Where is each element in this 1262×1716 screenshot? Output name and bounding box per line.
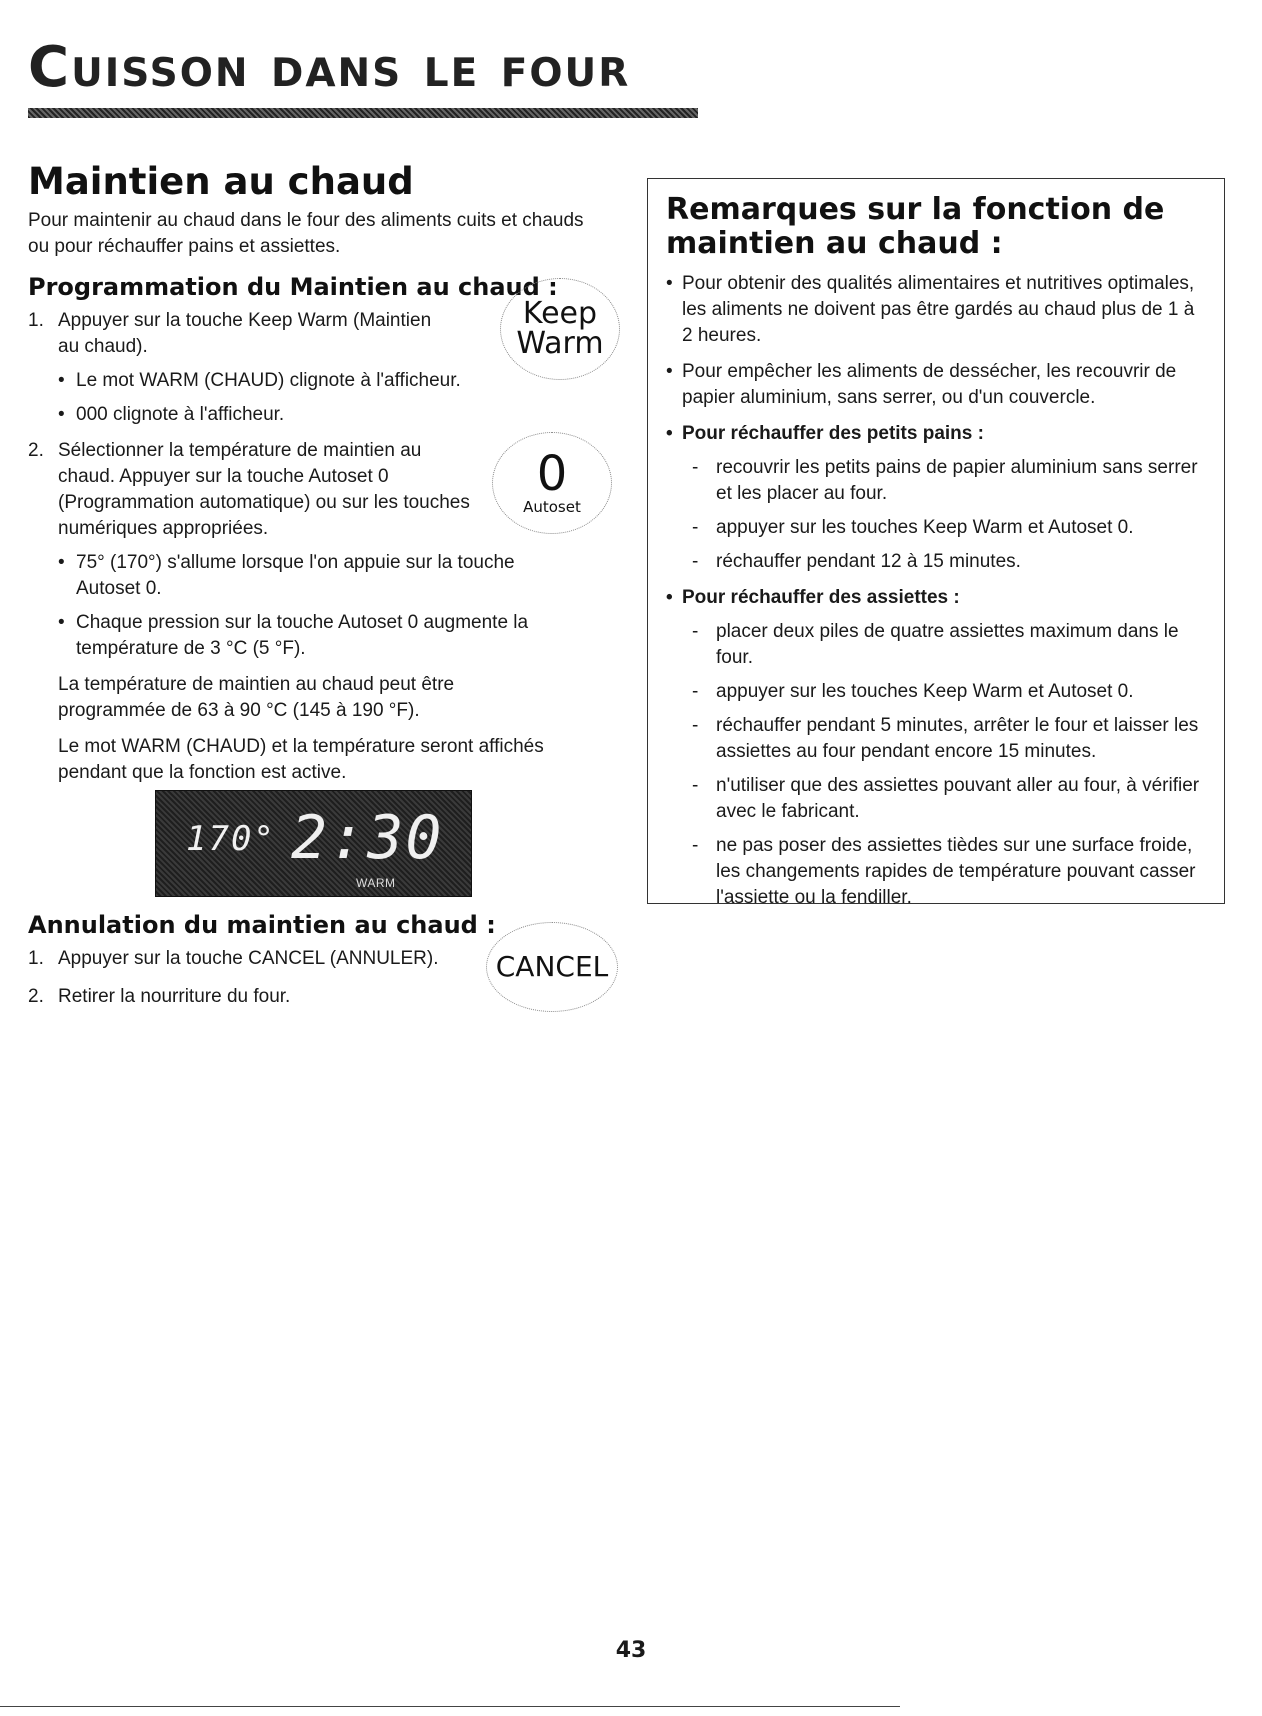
key-label-warm: Warm [516, 326, 604, 361]
notes-box [647, 178, 1225, 908]
display-temperature: 170° [186, 819, 276, 859]
plates-heading: • Pour réchauffer des assiettes : [666, 585, 1206, 611]
cancel-step-1 [28, 946, 508, 972]
notes-title-line-1: Remarques sur la fonction de [666, 192, 1165, 227]
step-1 [28, 308, 438, 360]
display-mode: WARM [356, 876, 396, 890]
rolls-item: - recouvrir les petits pains de papier aluminium sans serrer et les placer au four. [666, 455, 1206, 507]
paragraph: La température de maintien au chaud peut être programmée de 63 à 90 °C (145 à 190 °F). [58, 674, 455, 721]
step-number: 1. [28, 948, 44, 969]
step-number: 2. [28, 986, 44, 1007]
rolls-item: - appuyer sur les touches Keep Warm et Autoset 0. [666, 515, 1206, 541]
plates-item: - placer deux piles de quatre assiettes maximum dans le four. [666, 619, 1206, 671]
plates-item: - appuyer sur les touches Keep Warm et Autoset 0. [666, 679, 1206, 705]
bottom-rule [0, 1706, 900, 1707]
key-label-keep: Keep [522, 296, 598, 331]
page-title: Cuisson dans le four [28, 35, 631, 100]
intro-text: Pour maintenir au chaud dans le four des aliments cuits et chauds ou pour réchauffer pains et assiettes. [28, 210, 584, 257]
cancellation-section [28, 910, 508, 1010]
plates-item: - réchauffer pendant 5 minutes, arrêter le four et laisser les assiettes au four pendant encore 15 minutes. [666, 713, 1206, 765]
list-item: • Chaque pression sur la touche Autoset 0 augmente la température de 3 °C (5 °F). [56, 610, 546, 662]
step-number: 2. [28, 440, 44, 461]
section-title: Maintien au chaud [28, 160, 414, 203]
notes-title [666, 193, 1206, 261]
plates-item: - n'utiliser que des assiettes pouvant aller au four, à vérifier avec le fabricant. [666, 773, 1206, 825]
key-label-autoset: Autoset [523, 498, 581, 516]
oven-display [155, 790, 472, 897]
rolls-heading: • Pour réchauffer des petits pains : [666, 421, 1206, 447]
page-number: 43 [615, 1638, 647, 1663]
step-text: Sélectionner la température de maintien au chaud. Appuyer sur la touche Autoset 0 (Programmation automatique) ou sur les touches numériques appropriées. [58, 440, 470, 539]
paragraph: Le mot WARM (CHAUD) et la température seront affichés pendant que la fonction est active. [58, 736, 544, 783]
list-item: • Le mot WARM (CHAUD) clignote à l'afficheur. [56, 368, 546, 394]
key-label-cancel: CANCEL [495, 950, 609, 983]
display-time: 2:30 [291, 803, 444, 873]
keep-warm-key [500, 278, 620, 380]
title-rule [28, 108, 698, 118]
key-label-zero: 0 [536, 446, 568, 502]
step-number: 1. [28, 310, 44, 331]
plates-item: - ne pas poser des assiettes tièdes sur une surface froide, les changements rapides de température pouvant casser l'assiette ou la fendiller. [666, 833, 1206, 911]
cancel-step-2 [28, 984, 508, 1010]
step-text: Appuyer sur la touche Keep Warm (Maintien au chaud). [58, 310, 432, 357]
step-text: Retirer la nourriture du four. [58, 986, 291, 1007]
cancellation-title: Annulation du maintien au chaud : [28, 911, 496, 939]
rolls-item: - réchauffer pendant 12 à 15 minutes. [666, 549, 1206, 575]
step-2 [28, 438, 478, 542]
autoset-key [492, 432, 612, 534]
note-item: • Pour obtenir des qualités alimentaires et nutritives optimales, les aliments ne doivent pas être gardés au chaud plus de 1 à 2 heures. [666, 271, 1206, 349]
programming-title: Programmation du Maintien au chaud : [28, 273, 558, 301]
note-item: • Pour empêcher les aliments de dessécher, les recouvrir de papier aluminium, sans serrer, ou d'un couvercle. [666, 359, 1206, 411]
step-text: Appuyer sur la touche CANCEL (ANNULER). [58, 948, 439, 969]
list-item: • 75° (170°) s'allume lorsque l'on appuie sur la touche Autoset 0. [56, 550, 546, 602]
list-item: • 000 clignote à l'afficheur. [56, 402, 546, 428]
notes-title-line-2: maintien au chaud : [666, 226, 1003, 261]
